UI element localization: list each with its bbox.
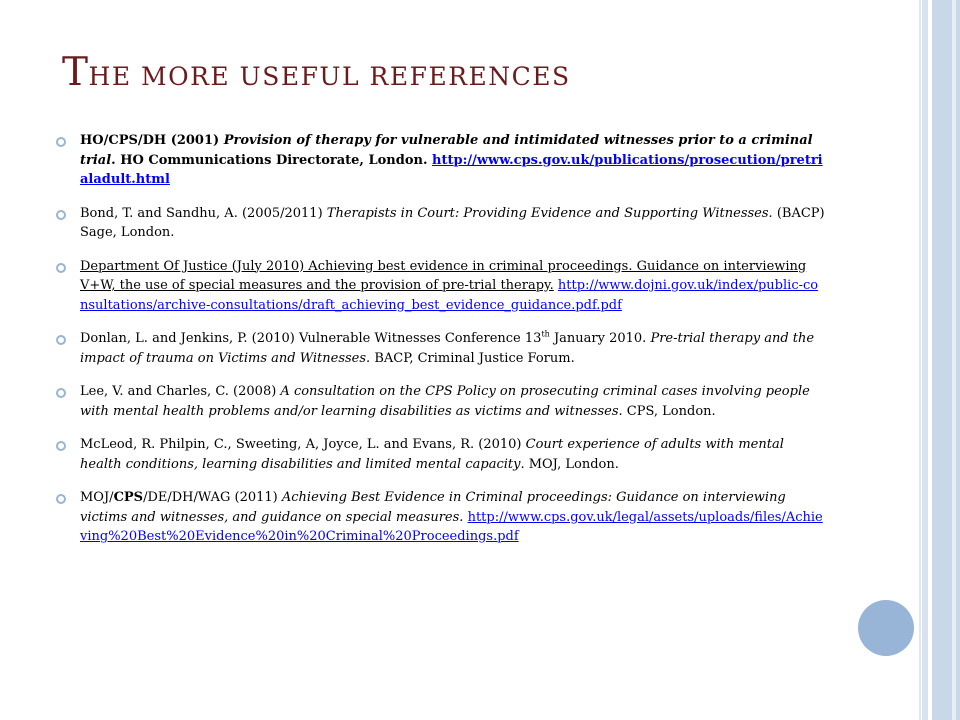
bullet-icon [56, 494, 66, 504]
reference-authors-suffix: /DE/DH/WAG (2011) [143, 490, 282, 505]
bullet-icon [56, 335, 66, 345]
reference-authors: Lee, V. and Charles, C. (2008) [80, 384, 281, 399]
reference-publisher: . MOJ, London. [520, 456, 619, 472]
reference-work: Provision of therapy for vulnerable and intimidated witnesses prior to a criminal trial [80, 133, 813, 168]
reference-work: Therapists in Court: Providing Evidence and Supporting Witnesses. [326, 205, 773, 221]
reference-item [56, 329, 826, 368]
bullet-icon [56, 263, 66, 273]
reference-publisher: CPS, London. [622, 403, 716, 419]
reference-publisher: . HO Communications Directorate, London. [111, 152, 433, 168]
reference-work: A consultation on the CPS Policy on prosecuting criminal cases involving people with mental health problems and/or learning disabilities as victims and witnesses. [80, 384, 810, 419]
reference-work: Court experience of adults with mental health conditions, learning disabilities and limited mental capacity [80, 437, 784, 472]
reference-item [56, 257, 826, 316]
title-rest: HE MORE USEFUL REFERENCES [88, 62, 571, 91]
reference-item [56, 204, 826, 243]
bullet-icon [56, 441, 66, 451]
reference-text: Department Of Justice (July 2010) Achieving best evidence in criminal proceedings. Guidance on interviewing V+W, the use of special measures and the provision of pre-trial therapy. [80, 258, 807, 293]
reference-authors: McLeod, R. Philpin, C., Sweeting, A, Joyce, L. and Evans, R. (2010) [80, 437, 526, 452]
reference-authors-bold: CPS [113, 490, 144, 505]
reference-publisher: (BACP) Sage, London. [80, 205, 825, 240]
slide-title [62, 52, 571, 95]
bullet-icon [56, 388, 66, 398]
bullet-icon [56, 210, 66, 220]
reference-authors-prefix: MOJ/ [80, 490, 114, 505]
reference-authors: Donlan, L. and Jenkins, P. (2010) Vulnerable Witnesses Conference 13 [80, 331, 542, 346]
slide-edge-line [919, 0, 921, 720]
reference-link[interactable]: http://www.cps.gov.uk/publications/prosecution/pretrialadult.html [80, 152, 823, 187]
reference-item [56, 435, 826, 474]
reference-link[interactable]: http://www.cps.gov.uk/legal/assets/uploads/files/Achieving%20Best%20Evidence%20in%20Criminal%20Proceedings.pdf [80, 509, 823, 544]
bullet-icon [56, 137, 66, 147]
title-initial: T [62, 50, 89, 95]
reference-authors: HO/CPS/DH (2001) [80, 133, 224, 148]
reference-date: January 2010. [549, 331, 651, 346]
reference-publisher: BACP, Criminal Justice Forum. [370, 350, 575, 366]
reference-list [56, 131, 826, 561]
reference-work: Pre-trial therapy and the impact of trauma on Victims and Witnesses. [80, 331, 815, 366]
reference-authors: Bond, T. and Sandhu, A. (2005/2011) [80, 205, 327, 221]
reference-item [56, 382, 826, 421]
decorative-band [952, 0, 956, 720]
reference-item [56, 131, 826, 190]
reference-work: Achieving Best Evidence in Criminal proceedings: Guidance on interviewing victims and witnesses, and guidance on special measures. [80, 490, 786, 525]
reference-link[interactable]: http://www.dojni.gov.uk/index/public-consultations/archive-consultations/draft_achieving_best_evidence_guidance.pdf.pdf [80, 278, 819, 313]
reference-superscript: th [541, 329, 550, 339]
reference-item [56, 488, 826, 547]
decorative-circle [858, 600, 914, 656]
